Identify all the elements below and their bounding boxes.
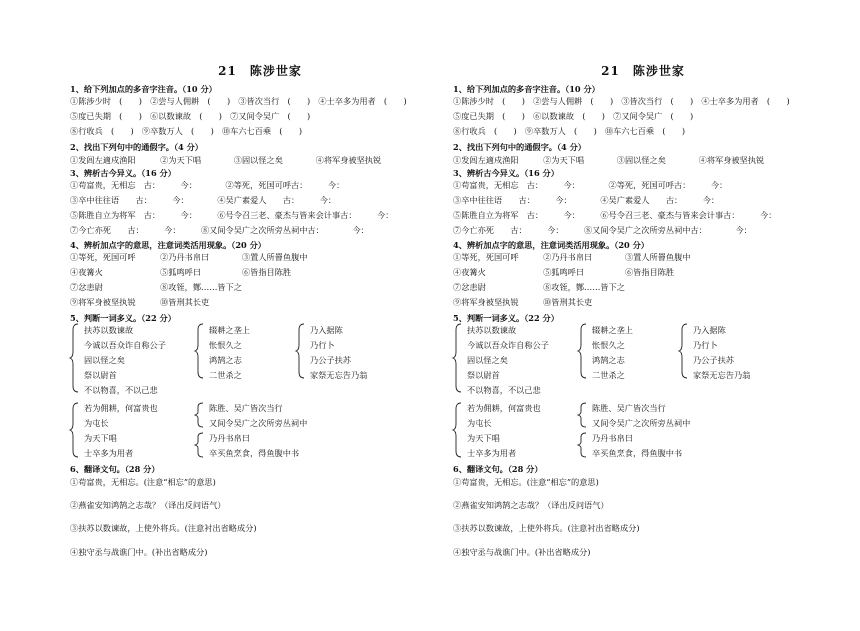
polysemy-item: 祭以尉首 bbox=[467, 370, 500, 380]
polysemy-item: 扶苏以数谏故 bbox=[84, 325, 134, 335]
section-heading: 3、辨析古今异义。（16 分） bbox=[453, 168, 559, 178]
polysemy-item: 又间令吴广之次所旁丛祠中 bbox=[209, 418, 308, 428]
polysemy-item: 陈胜、吴广皆次当行 bbox=[209, 403, 283, 413]
section-heading: 5、判断一词多义。（22 分） bbox=[453, 313, 559, 323]
worksheet-left bbox=[70, 0, 450, 631]
polysemy-item: 不以物喜，不以己悲 bbox=[467, 385, 541, 395]
section-heading: 6、翻译文句。（28 分） bbox=[70, 464, 160, 474]
polysemy-item: 二世杀之 bbox=[209, 370, 242, 380]
section-heading: 1、给下列加点的多音字注音。（10 分） bbox=[453, 84, 600, 94]
brace-icon bbox=[578, 431, 588, 459]
translate-item: ①苟富贵，无相忘。(注意“相忘”的意思) bbox=[453, 477, 599, 487]
question-line: ①发闾左適戍渔阳 ②为天下唱 ③固以怪之矣 ④将军身被坚执锐 bbox=[70, 155, 382, 165]
polysemy-item: 乃行卜 bbox=[310, 340, 335, 350]
question-line: ①苟富贵，无相忘 古： 今： ②等死，死国可呼古： 今： bbox=[453, 180, 728, 190]
question-line: ⑤陈胜自立为将军 古： 今： ⑥号令召三老、豪杰与皆来会计事古： 今： bbox=[70, 210, 394, 220]
polysemy-item: 为天下唱 bbox=[84, 433, 117, 443]
polysemy-item: 家祭无忘告乃翁 bbox=[693, 370, 751, 380]
question-line: ⑨将军身被坚执锐 ⑩皆刑其长吏 bbox=[453, 297, 593, 307]
section-heading: 2、找出下列句中的通假字。（4 分） bbox=[453, 142, 586, 152]
question-line: ⑦今亡亦死 古： 今： ⑧又间令吴广之次所旁丛祠中古： 今： bbox=[453, 225, 752, 235]
translate-item: ②燕雀安知鸿鹄之志哉？（译出反问语气） bbox=[453, 500, 609, 510]
polysemy-item: 固以怪之矣 bbox=[467, 355, 508, 365]
brace-icon bbox=[453, 401, 463, 459]
question-line: ⑧行收兵 ( ) ⑨卒数万人 ( ) ⑩车六七百乘 ( ) bbox=[453, 126, 686, 136]
polysemy-item: 为屯长 bbox=[84, 418, 109, 428]
polysemy-item: 乃入据陈 bbox=[693, 325, 726, 335]
page-title: 21 陈涉世家 bbox=[601, 64, 685, 78]
brace-icon bbox=[578, 401, 588, 429]
brace-icon bbox=[70, 322, 80, 394]
polysemy-item: 二世杀之 bbox=[592, 370, 625, 380]
translate-item: ③扶苏以数谏故，上使外将兵。(注意衬出省略成分) bbox=[70, 523, 257, 533]
polysemy-item: 为天下唱 bbox=[467, 433, 500, 443]
question-line: ⑤陈胜自立为将军 古： 今： ⑥号令召三老、豪杰与皆来会计事古： 今： bbox=[453, 210, 777, 220]
brace-icon bbox=[296, 322, 306, 380]
question-line: ④夜篝火 ⑤狐鸣呼曰 ⑥皆指目陈胜 bbox=[453, 267, 675, 277]
brace-icon bbox=[195, 401, 205, 429]
polysemy-item: 士卒多为用者 bbox=[467, 448, 517, 458]
polysemy-item: 乃行卜 bbox=[693, 340, 718, 350]
section-heading: 4、辨析加点字的意思，注意词类活用现象。（20 分） bbox=[453, 240, 649, 250]
polysemy-item: 不以物喜，不以己悲 bbox=[84, 385, 158, 395]
polysemy-item: 家祭无忘告乃翁 bbox=[310, 370, 368, 380]
translate-item: ②燕雀安知鸿鹄之志哉？（译出反问语气） bbox=[70, 500, 226, 510]
question-line: ①等死，死国可呼 ②乃丹书帛曰 ③置人所罾鱼腹中 bbox=[70, 252, 308, 262]
translate-item: ③扶苏以数谏故，上使外将兵。(注意衬出省略成分) bbox=[453, 523, 640, 533]
translate-item: ①苟富贵，无相忘。(注意“相忘”的意思) bbox=[70, 477, 216, 487]
question-line: ①苟富贵，无相忘 古： 今： ②等死，死国可呼古： 今： bbox=[70, 180, 345, 190]
question-line: ⑦忿恚尉 ⑧攻铚，酂……皆下之 bbox=[453, 282, 625, 292]
polysemy-item: 乃丹书帛曰 bbox=[209, 433, 250, 443]
question-line: ①陈涉少时 ( ) ②尝与人佣耕 ( ) ③皆次当行 ( ) ④士卒多为用者 ( ) bbox=[70, 96, 407, 106]
polysemy-item: 又间令吴广之次所旁丛祠中 bbox=[592, 418, 691, 428]
section-heading: 5、判断一词多义。（22 分） bbox=[70, 313, 176, 323]
polysemy-item: 乃入据陈 bbox=[310, 325, 343, 335]
polysemy-item: 乃公子扶苏 bbox=[310, 355, 351, 365]
question-line: ⑤度已失期 ( ) ⑥以数谏故 ( ) ⑦又间令吴广 ( ) bbox=[453, 111, 694, 121]
translate-item: ④独守丞与战谯门中。(补出省略成分) bbox=[70, 547, 208, 557]
polysemy-item: 今诚以吾众诈自称公子 bbox=[467, 340, 549, 350]
polysemy-item: 扶苏以数谏故 bbox=[467, 325, 517, 335]
polysemy-item: 为屯长 bbox=[467, 418, 492, 428]
brace-icon bbox=[195, 431, 205, 459]
question-line: ⑨将军身被坚执锐 ⑩皆刑其长吏 bbox=[70, 297, 210, 307]
polysemy-item: 祭以尉首 bbox=[84, 370, 117, 380]
translate-item: ④独守丞与战谯门中。(补出省略成分) bbox=[453, 547, 591, 557]
worksheet-right bbox=[453, 0, 833, 631]
polysemy-item: 鸿鹄之志 bbox=[592, 355, 625, 365]
question-line: ④夜篝火 ⑤狐鸣呼曰 ⑥皆指目陈胜 bbox=[70, 267, 292, 277]
brace-icon bbox=[195, 322, 205, 380]
polysemy-item: 士卒多为用者 bbox=[84, 448, 134, 458]
polysemy-item: 卒买鱼烹食，得鱼腹中书 bbox=[209, 448, 300, 458]
section-heading: 1、给下列加点的多音字注音。（10 分） bbox=[70, 84, 217, 94]
brace-icon bbox=[679, 322, 689, 380]
polysemy-item: 怅恨久之 bbox=[209, 340, 242, 350]
polysemy-item: 卒买鱼烹食，得鱼腹中书 bbox=[592, 448, 683, 458]
section-heading: 6、翻译文句。（28 分） bbox=[453, 464, 543, 474]
question-line: ⑤度已失期 ( ) ⑥以数谏故 ( ) ⑦又间令吴广 ( ) bbox=[70, 111, 311, 121]
polysemy-item: 若为佣耕，何富贵也 bbox=[84, 403, 158, 413]
polysemy-item: 辍耕之垄上 bbox=[209, 325, 250, 335]
question-line: ③卒中往往语 古： 今： ④吴广素爱人 古： 今： bbox=[70, 195, 337, 205]
polysemy-item: 怅恨久之 bbox=[592, 340, 625, 350]
brace-icon bbox=[453, 322, 463, 394]
section-heading: 3、辨析古今异义。（16 分） bbox=[70, 168, 176, 178]
polysemy-item: 固以怪之矣 bbox=[84, 355, 125, 365]
question-line: ⑦今亡亦死 古： 今： ⑧又间令吴广之次所旁丛祠中古： 今： bbox=[70, 225, 369, 235]
section-heading: 2、找出下列句中的通假字。（4 分） bbox=[70, 142, 203, 152]
polysemy-item: 辍耕之垄上 bbox=[592, 325, 633, 335]
brace-icon bbox=[578, 322, 588, 380]
question-line: ①陈涉少时 ( ) ②尝与人佣耕 ( ) ③皆次当行 ( ) ④士卒多为用者 ( ) bbox=[453, 96, 790, 106]
section-heading: 4、辨析加点字的意思，注意词类活用现象。（20 分） bbox=[70, 240, 266, 250]
polysemy-item: 乃公子扶苏 bbox=[693, 355, 734, 365]
question-line: ①发闾左適戍渔阳 ②为天下唱 ③固以怪之矣 ④将军身被坚执锐 bbox=[453, 155, 765, 165]
brace-icon bbox=[70, 401, 80, 459]
question-line: ⑦忿恚尉 ⑧攻铚，酂……皆下之 bbox=[70, 282, 242, 292]
question-line: ⑧行收兵 ( ) ⑨卒数万人 ( ) ⑩车六七百乘 ( ) bbox=[70, 126, 303, 136]
polysemy-item: 陈胜、吴广皆次当行 bbox=[592, 403, 666, 413]
polysemy-item: 若为佣耕，何富贵也 bbox=[467, 403, 541, 413]
polysemy-item: 乃丹书帛曰 bbox=[592, 433, 633, 443]
polysemy-item: 今诚以吾众诈自称公子 bbox=[84, 340, 166, 350]
question-line: ③卒中往往语 古： 今： ④吴广素爱人 古： 今： bbox=[453, 195, 720, 205]
question-line: ①等死，死国可呼 ②乃丹书帛曰 ③置人所罾鱼腹中 bbox=[453, 252, 691, 262]
page-title: 21 陈涉世家 bbox=[218, 64, 302, 78]
polysemy-item: 鸿鹄之志 bbox=[209, 355, 242, 365]
